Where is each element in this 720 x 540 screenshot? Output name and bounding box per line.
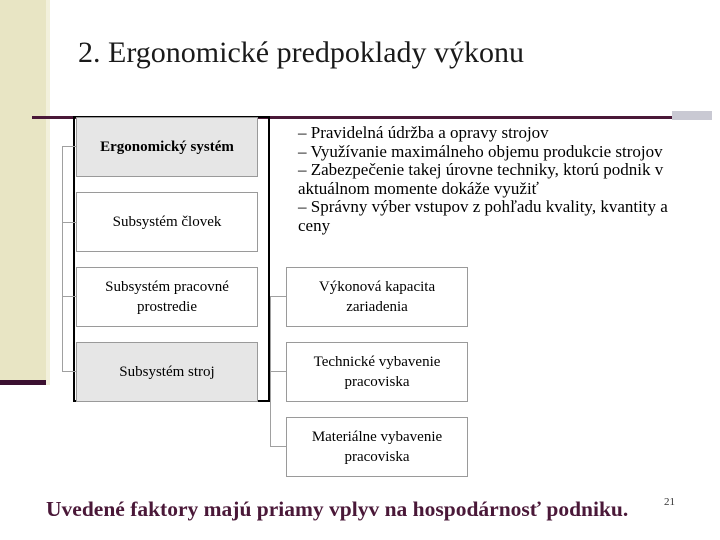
box-subsystem-environment: [76, 267, 258, 327]
box-material-equipment: [286, 417, 468, 477]
box-label: Ergonomický systém: [100, 139, 234, 155]
box-performance-capacity: [286, 267, 468, 327]
bullet-list: [298, 124, 688, 235]
connector-line: [62, 296, 76, 297]
title-rule-accent: [672, 111, 712, 120]
left-decorative-bar: [0, 0, 46, 385]
box-label: Výkonová kapacita zariadenia: [318, 279, 436, 315]
bullet-item: – Správny výber vstupov z pohľadu kvality, kvantity a ceny: [298, 197, 668, 235]
box-label: Subsystém stroj: [119, 364, 215, 380]
connector-line: [62, 146, 76, 147]
connector-line: [62, 146, 63, 371]
connector-line: [62, 222, 76, 223]
bullet-item: – Využívanie maximálneho objemu produkcie strojov: [298, 141, 663, 161]
box-subsystem-machine: [76, 342, 258, 402]
box-label: Subsystém človek: [112, 214, 222, 230]
box-ergonomic-system: [76, 117, 258, 177]
box-label: Materiálne vybavenie pracoviska: [311, 429, 443, 465]
connector-line: [270, 446, 286, 447]
slide-title: 2. Ergonomické predpoklady výkonu: [78, 36, 525, 69]
bullet-item: – Pravidelná údržba a opravy strojov: [298, 123, 549, 142]
box-label: Technické vybavenie pracoviska: [313, 354, 441, 390]
connector-line: [270, 296, 286, 297]
left-bar-accent: [0, 380, 46, 385]
box-technical-equipment: [286, 342, 468, 402]
page-number: 21: [664, 496, 675, 508]
connector-line: [270, 371, 286, 372]
left-bar-shadow: [46, 0, 50, 385]
connector-line: [62, 371, 76, 372]
bullet-item: – Zabezpečenie takej úrovne techniky, ktorú podnik v aktuálnom momente dokáže využiť: [298, 160, 664, 198]
footer-text: Uvedené faktory majú priamy vplyv na hospodárnosť podniku.: [46, 497, 629, 521]
box-subsystem-human: [76, 192, 258, 252]
box-label: Subsystém pracovné prostredie: [105, 279, 229, 315]
